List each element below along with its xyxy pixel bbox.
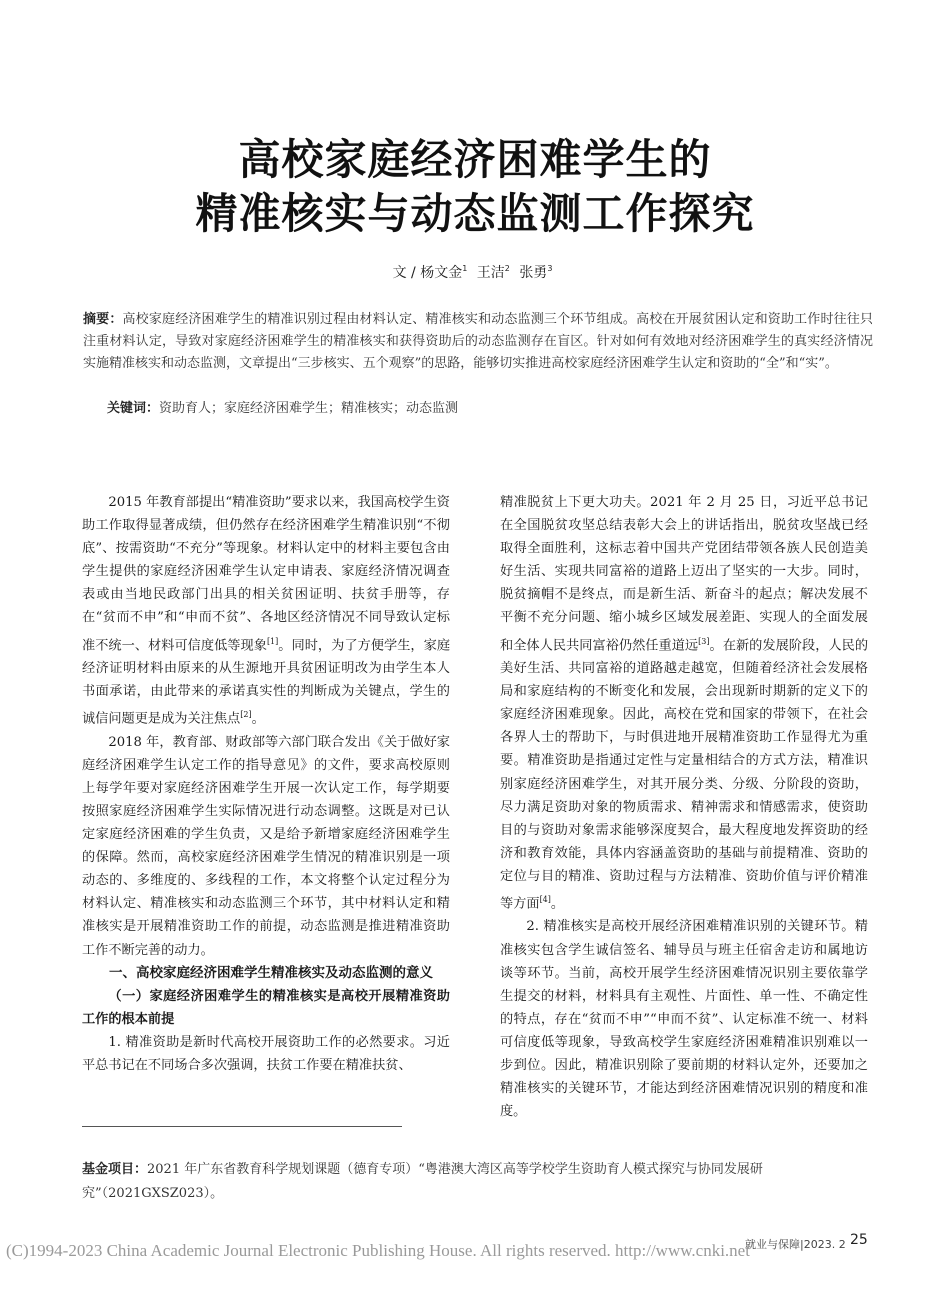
left-column — [82, 491, 450, 1077]
paragraph: 2015 年教育部提出“精准资助”要求以来，我国高校学生资助工作取得显著成绩，但仍然存在经济困难学生精准识别“不彻底”、按需资助“不充分”等现象。材料认定中的材料主要包含由学生提供的家庭经济困难学生认定申请表、家庭经济情况调查表或由当地民政部门出具的相关贫困证明、扶贫手册等，存在“贫而不申”和“申而不贫”、各地区经济情况不同导致认定标准不统一、材料可信度低等现象[1]。同时，为了方便学生，家庭经济证明材料由原来的从生源地开具贫困证明改为由学生本人书面承诺，由此带来的承诺真实性的判断成为关键点，学生的诚信问题更是成为关注焦点[2]。 — [82, 495, 451, 727]
right-column — [500, 491, 868, 1123]
author-3-sup: 3 — [547, 264, 553, 274]
citation: [3] — [698, 636, 710, 646]
subsection-heading: （一）家庭经济困难学生的精准核实是高校开展精准资助工作的根本前提 — [82, 988, 450, 1027]
page-number: 25 — [850, 1232, 868, 1248]
title-line-2: 精准核实与动态监测工作探究 — [195, 189, 755, 238]
citation: [2] — [240, 710, 252, 720]
author-1-sup: 1 — [462, 264, 468, 274]
paragraph: 2018 年，教育部、财政部等六部门联合发出《关于做好家庭经济困难学生认定工作的指导意见》的文件，要求高校原则上每学年要对家庭经济困难学生开展一次认定工作，每学期要按照家庭经济困难学生实际情况进行动态调整。这既是对已认定家庭经济困难的学生负责，又是给予新增家庭经济困难学生的保障。然而，高校家庭经济困难学生情况的精准识别是一项动态的、多维度的、多线程的工作，本文将整个认定过程分为材料认定、精准核实和动态监测三个环节，其中材料认定和精准核实是开展精准资助工作的前提，动态监测是推进精准资助工作不断完善的动力。 — [82, 734, 450, 958]
author-3: 张勇 — [519, 265, 548, 281]
journal-info — [745, 1236, 846, 1252]
funding-note — [82, 1158, 872, 1206]
abstract — [83, 309, 873, 375]
keywords-text: 资助育人；家庭经济困难学生；精准核实；动态监测 — [159, 401, 459, 416]
author-line — [0, 262, 950, 282]
journal-name: 就业与保障 — [745, 1238, 800, 1251]
paragraph: 2. 精准核实是高校开展经济困难精准识别的关键环节。精准核实包含学生诚信签名、辅导员与班主任宿舍走访和属地访谈等环节。当前，高校开展学生经济困难情况识别主要依靠学生提交的材料，材料具有主观性、片面性、单一性、不确定性的特点，存在“贫而不申”“申而不贫”、认定标准不统一、材料可信度低等现象，导致高校学生家庭经济困难精准识别难以一步到位。因此，精准识别除了要前期的材料认定外，还要加之精准核实的关键环节，才能达到经济困难情况识别的精度和准度。 — [500, 919, 868, 1120]
abstract-label: 摘要： — [83, 312, 123, 327]
journal-sep: | — [800, 1238, 804, 1251]
author-2-sup: 2 — [504, 264, 510, 274]
paragraph: 1. 精准资助是新时代高校开展资助工作的必然要求。习近平总书记在不同场合多次强调，扶贫工作要在精准扶贫、 — [82, 1034, 450, 1074]
citation: [4] — [539, 894, 551, 904]
funding-label: 基金项目： — [82, 1162, 148, 1177]
article-title — [0, 133, 950, 241]
journal-issue: 2023. 2 — [803, 1238, 846, 1251]
funding-text: 2021 年广东省教育科学规划课题（德育专项）“粤港澳大湾区高等学校学生资助育人模式探究与协同发展研究”（2021GXSZ023）。 — [82, 1162, 763, 1201]
author-2: 王洁 — [476, 265, 505, 281]
citation: [1] — [266, 636, 279, 646]
copyright-watermark: (C)1994-2023 China Academic Journal Electronic Publishing House. All rights reserved. http://www.cnki.net — [6, 1241, 750, 1260]
keywords-label: 关键词： — [107, 401, 160, 416]
paragraph: 精准脱贫上下更大功夫。2021 年 2 月 25 日，习近平总书记在全国脱贫攻坚总结表彰大会上的讲话指出，脱贫攻坚战已经取得全面胜利，这标志着中国共产党团结带领各族人民创造美好生活、实现共同富裕的道路上迈出了坚实的一大步。同时，脱贫摘帽不是终点，而是新生活、新奋斗的起点；解决发展不平衡不充分问题、缩小城乡区域发展差距、实现人的全面发展和全体人民共同富裕仍然任重道远[3]。在新的发展阶段，人民的美好生活、共同富裕的道路越走越宽，但随着经济社会发展格局和家庭结构的不断变化和发展，会出现新时期新的定义下的家庭经济困难现象。因此，高校在党和国家的带领下，在社会各界人士的帮助下，与时俱进地开展精准资助工作显得尤为重要。精准资助是指通过定性与定量相结合的方式方法，精准识别家庭经济困难学生，对其开展分类、分级、分阶段的资助，尽力满足资助对象的物质需求、精神需求和情感需求，使资助目的与资助对象需求能够深度契合，最大程度地发挥资助的经济和教育效能，具体内容涵盖资助的基础与前提精准、资助的定位与目的精准、资助过程与方法精准、资助价值与评价精准等方面[4]。 — [500, 495, 869, 912]
abstract-text: 高校家庭经济困难学生的精准识别过程由材料认定、精准核实和动态监测三个环节组成。高校在开展贫困认定和资助工作时往往只注重材料认定，导致对家庭经济困难学生的精准核实和获得资助后的动态监测存在盲区。针对如何有效地对经济困难学生的真实经济情况实施精准核实和动态监测，文章提出“三步核实、五个观察”的思路，能够切实推进高校家庭经济困难学生认定和资助的“全”和“实”。 — [83, 312, 873, 371]
footnote-divider — [82, 1126, 402, 1127]
keywords — [107, 398, 867, 420]
section-heading: 一、高校家庭经济困难学生精准核实及动态监测的意义 — [109, 964, 433, 981]
author-1: 杨文金 — [420, 265, 463, 281]
title-line-1: 高校家庭经济困难学生的 — [238, 135, 712, 184]
author-prefix: 文 / — [392, 265, 421, 281]
